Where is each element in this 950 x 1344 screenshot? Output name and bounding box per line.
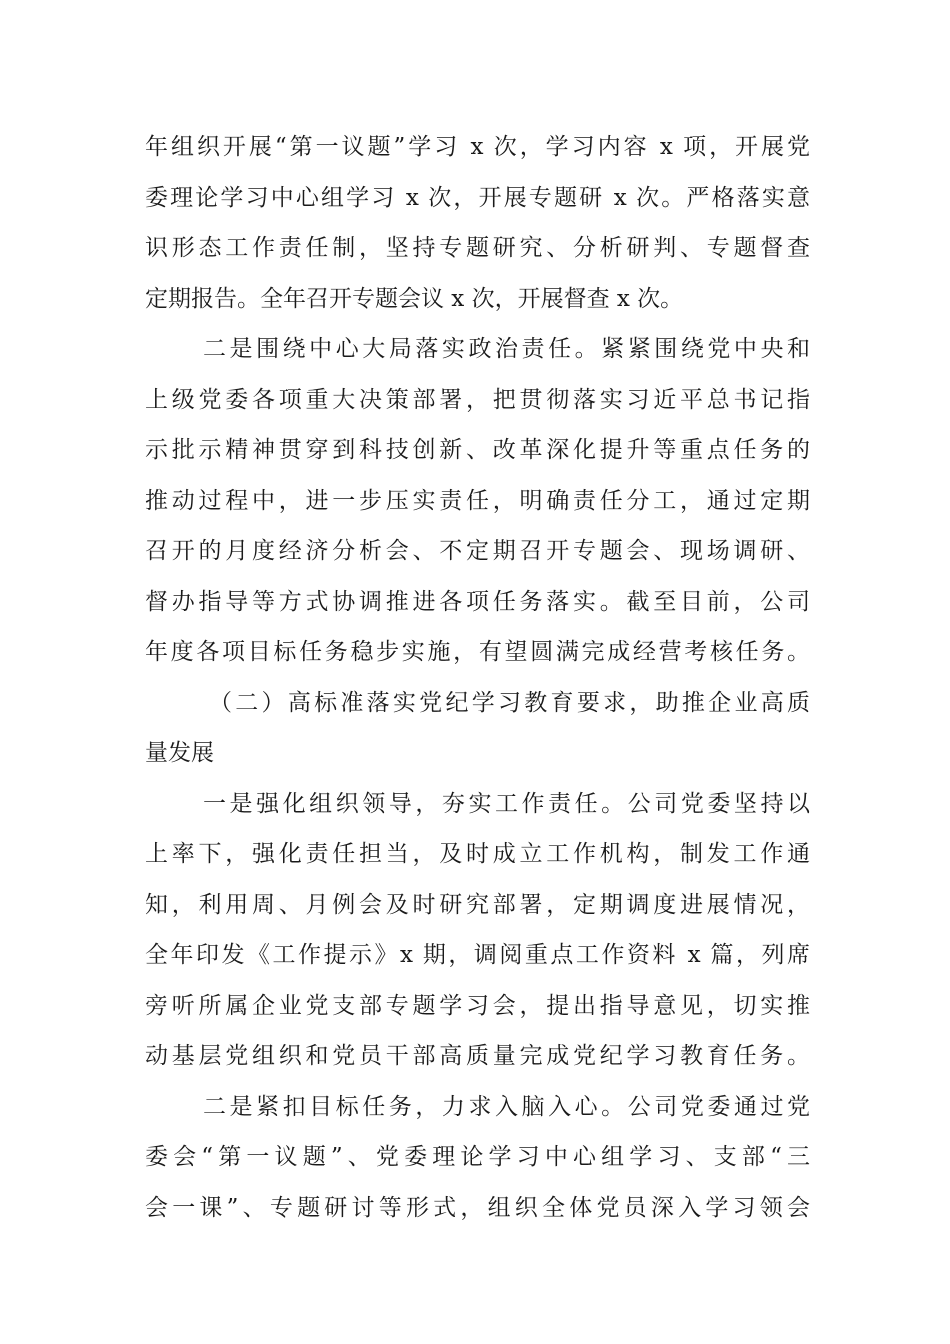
text-line: 知，利用周、月例会及时研究部署，定期调度进展情况， <box>145 891 810 918</box>
text-line: 年组织开展“第一议题”学习 x 次，学习内容 x 项，开展党 <box>145 134 810 160</box>
text-line: 召开的月度经济分析会、不定期召开专题会、现场调研、 <box>145 538 810 564</box>
paragraph-start-line: 一是强化组织领导，夯实工作责任。公司党委坚持以 <box>203 790 810 817</box>
text-line: 上级党委各项重大决策部署，把贯彻落实习近平总书记指 <box>145 386 810 413</box>
text-line: 示批示精神贯穿到科技创新、改革深化提升等重点任务的 <box>145 437 810 463</box>
text-line: 旁听所属企业党支部专题学习会，提出指导意见，切实推 <box>145 992 810 1019</box>
paragraph-start-line: 二是围绕中心大局落实政治责任。紧紧围绕党中央和 <box>203 336 810 362</box>
section-heading-line: （二）高标准落实党纪学习教育要求，助推企业高质 <box>209 689 810 716</box>
text-line: 会一课”、专题研讨等形式，组织全体党员深入学习领会 <box>145 1194 810 1221</box>
text-line: 委理论学习中心组学习 x 次，开展专题研 x 次。严格落实意 <box>145 184 810 211</box>
text-line: 督办指导等方式协调推进各项任务落实。截至目前，公司 <box>145 588 810 615</box>
text-line: 动基层党组织和党员干部高质量完成党纪学习教育任务。 <box>145 1043 810 1069</box>
text-line: 上率下，强化责任担当，及时成立工作机构，制发工作通 <box>145 841 810 867</box>
text-line: 推动过程中，进一步压实责任，明确责任分工，通过定期 <box>145 487 810 514</box>
text-line: 识形态工作责任制，坚持专题研究、分析研判、专题督查 <box>145 235 810 261</box>
paragraph-start-line: 二是紧扣目标任务，力求入脑入心。公司党委通过党 <box>203 1093 810 1120</box>
section-heading-line: 量发展 <box>145 740 214 766</box>
text-line: 年度各项目标任务稳步实施，有望圆满完成经营考核任务。 <box>145 639 810 665</box>
text-line: 定期报告。全年召开专题会议 x 次，开展督查 x 次。 <box>145 285 684 312</box>
body-text <box>145 122 810 1233</box>
text-line: 委会“第一议题”、党委理论学习中心组学习、支部“三 <box>145 1144 810 1170</box>
text-line: 全年印发《工作提示》x 期，调阅重点工作资料 x 篇，列席 <box>145 942 810 968</box>
